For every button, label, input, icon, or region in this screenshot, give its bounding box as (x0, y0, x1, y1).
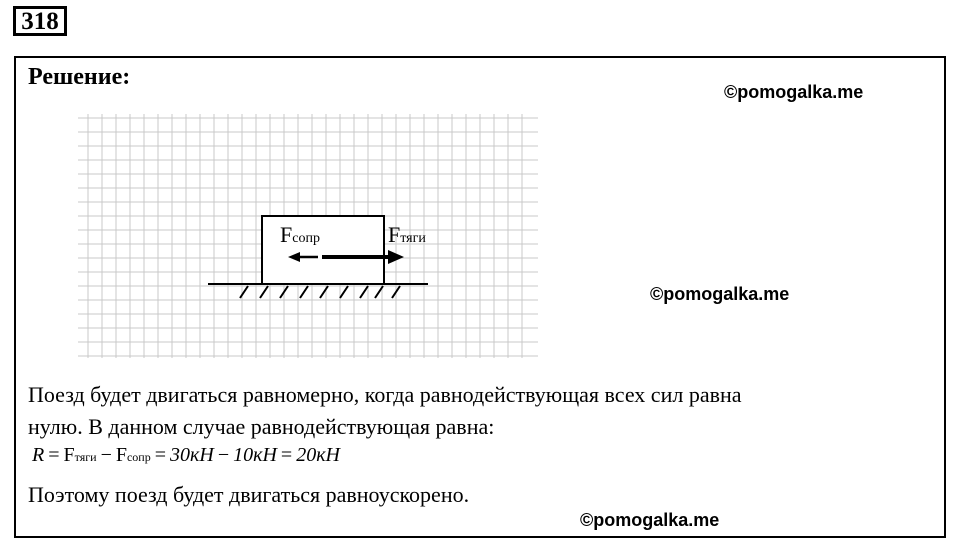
formula-equals: = (48, 444, 60, 466)
formula-f1-sub: тяги (74, 450, 97, 464)
formula-minus: − (100, 444, 112, 466)
conclusion-text: Поэтому поезд будет двигаться равноускорено. (28, 482, 470, 507)
formula-equals: = (154, 444, 167, 466)
formula-equals: = (280, 444, 293, 466)
text-line-2: нулю. В данном случае равнодействующая равна: (28, 414, 495, 439)
formula (32, 444, 340, 467)
watermark: ©pomogalka.me (724, 82, 864, 102)
task-number: 318 (13, 6, 67, 36)
formula-v1: 30кН (170, 444, 214, 466)
watermark: ©pomogalka.me (650, 284, 790, 304)
formula-result: 20кН (296, 444, 341, 466)
formula-v2: 10кН (233, 444, 277, 466)
force-diagram (78, 114, 538, 358)
formula-lhs: R (32, 444, 45, 466)
formula-f2-sub: сопр (126, 450, 151, 464)
watermark: ©pomogalka.me (580, 510, 720, 530)
resistance-force-label: Fсопр (280, 222, 320, 247)
traction-force-label: Fтяги (388, 222, 426, 247)
solution-heading: Решение: (28, 64, 131, 90)
formula-f2: F (115, 444, 127, 466)
solution-box (14, 56, 946, 538)
text-line-1: Поезд будет двигаться равномерно, когда равнодействующая всех сил равна (28, 382, 742, 407)
formula-minus: − (217, 444, 230, 466)
ground-hatching (240, 286, 400, 298)
formula-f1: F (63, 444, 75, 466)
